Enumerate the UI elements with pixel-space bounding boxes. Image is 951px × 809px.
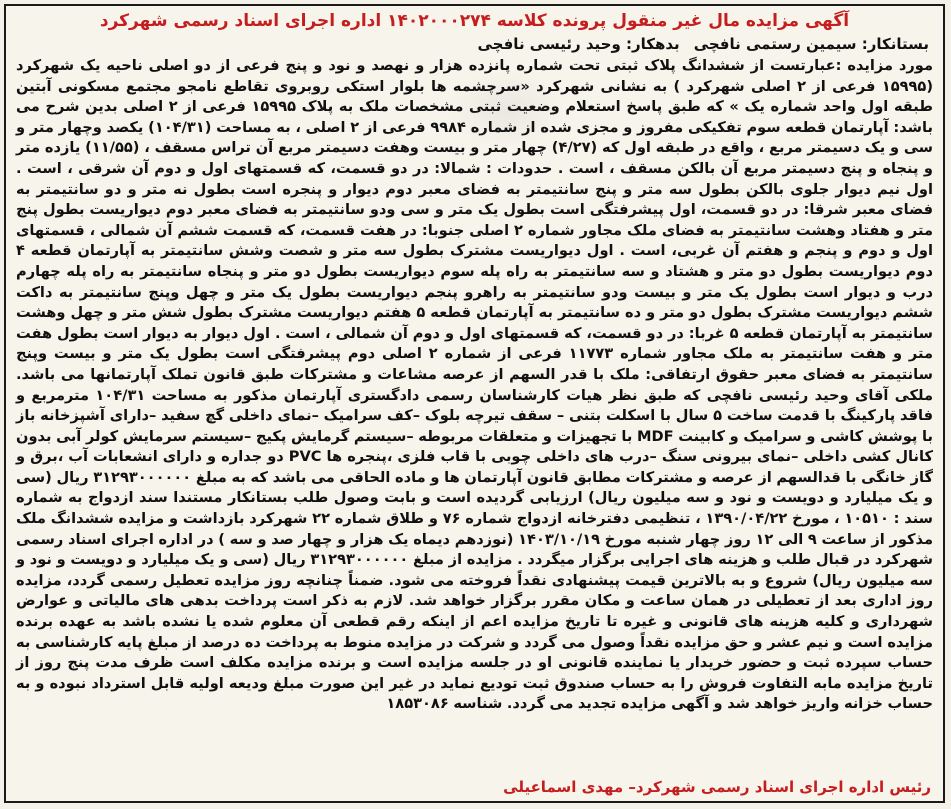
debtor-label: بدهکار: وحید رئیسی نافچی	[477, 35, 680, 53]
notice-frame	[4, 4, 945, 803]
parties-line	[20, 34, 929, 54]
parties-spacer	[20, 34, 464, 54]
creditor-label: بستانکار: سیمین رستمی نافچی	[693, 35, 929, 53]
notice-body: مورد مزایده :عبارتست از ششدانگ پلاک ثبتی تحت شماره پانزده هزار و نهصد و نود و پنج فرعی از دو اصلی ناحیه یک شهرکرد (۱۵۹۹۵ فرعی از ۲ اصلی شهرکرد ) به نشانی شهرکرد «سرچشمه ها بلوار استکی روبروی تقاطع نامجو مجتمع مسکونی آبتین طبقه اول واحد شماره یک » که طبق پاسخ استعلام وضعیت ثبتی مشخصات ملک به پلاک ۱۵۹۹۵ فرعی از ۲ اصلی بدین شرح می باشد: آپارتمان قطعه سوم تفکیکی مفروز و مجزی شده از شماره ۹۹۸۴ فرعی از ۲ اصلی ، به مساحت (۱۰۴/۳۱) یکصد وچهار متر و سی و یک دسیمتر مربع ، واقع در طبقه اول که (۴/۲۷) چهار متر و بیست وهفت دسیمتر مربع آن تراس مسقف ، (۱۱/۵۵) یازده متر و پنجاه و پنج دسیمتر مربع آن بالکن مسقف ، است . حدودات : شمالا: در دو قسمت، که قسمتهای اول و دوم آن شرقی ، است . اول نیم دیوار جلوی بالکن بطول سه متر و پنج سانتیمتر به فضای معبر دوم دیوار و پنجره است بطول نه متر و دو سانتیمتر به فضای معبر شرقا: در دو قسمت، اول پیشرفتگی است بطول یک متر و سی ودو سانتیمتر به فضای معبر دوم دیواریست بطول پنج متر و هفتاد وهشت سانتیمتر به فضای ملک مجاور شماره ۲ اصلی جنوبا: در هفت قسمت، که قسمت ششم آن شمالی ، قسمتهای اول و دوم و پنجم و هفتم آن غربی، است . اول دیواریست مشترک بطول سه متر و شصت وشش سانتیمتر به آپارتمان قطعه ۴ دوم دیواریست بطول دو متر و هشتاد و سه سانتیمتر به راه پله سوم دیواریست بطول دو متر و پنجاه سانتیمتر به راه پله چهارم درب و دیوار است بطول یک متر و بیست ودو سانتیمتر به راهرو پنجم دیواریست بطول یک متر و چهل وپنج سانتیمتر به داکت ششم دیواریست مشترک بطول دو متر و ده سانتیمتر به آپارتمان قطعه ۵ هفتم دیواریست مشترک بطول شش متر و چهل وهشت سانتیمتر به آپارتمان قطعه ۵ غربا: در دو قسمت، که قسمتهای اول و دوم آن شمالی ، است . اول دیوار به دیوار است بطول هفت متر و هفت سانتیمتر به ملک مجاور شماره ۱۱۷۷۳ فرعی از شماره ۲ اصلی دوم پیشرفتگی است بطول یک متر و بیست وپنج سانتیمتر به فضای معبر حقوق ارتفاقی: ملک با قدر السهم از عرصه مشاعات و مشترکات طبق قانون تملک آپارتمانها می باشد. ملکی آقای وحید رئیسی نافچی که طبق نظر هیات کارشناسان رسمی دادگستری آپارتمان مذکور به مساحت ۱۰۴/۳۱ مترمربع و فاقد پارکینگ با قدمت ساخت ۵ سال با اسکلت بتنی – سقف تیرچه بلوک –کف سرامیک –نمای داخلی گچ سفید –دارای آشپزخانه باز با پوشش کاشی و سرامیک و کابینت MDF با تجهیزات و متعلقات مربوطه –سیستم گرمایش پکیج –سیستم سرمایش کولر آبی بدون کانال کشی داخلی –نمای بیرونی سنگ –درب های داخلی چوبی با قاب فلزی ،پنجره ها PVC دو جداره و دارای انشعابات آب ،برق و گاز خانگی با قدالسهم از عرصه و مشترکات مطابق قانون آپارتمان ها و ماده الحاقی می باشد که به مبلغ ۳۱۲۹۳۰۰۰۰۰۰ ریال (سی و یک میلیارد و دویست و نود و سه میلیون ریال) ارزیابی گردیده است و بابت وصول طلب بستانکار مستندا سند ازدواج به شماره سند : ۱۰۵۱۰ ، مورخ ۱۳۹۰/۰۴/۲۲ ، تنظیمی دفترخانه ازدواج شماره ۷۶ و طلاق شماره ۲۲ شهرکرد بازداشت و مزایده ششدانگ ملک مذکور از ساعت ۹ الی ۱۲ روز چهار شنبه مورخ ۱۴۰۳/۱۰/۱۹ (نوزدهم دیماه یک هزار و چهار صد و سه ) در اداره اجرای اسناد رسمی شهرکرد در قبال طلب و هزینه های اجرایی برگزار میگردد . مزایده از مبلغ ۳۱۲۹۳۰۰۰۰۰۰ ریال (سی و یک میلیارد و دویست و نود و سه میلیون ریال) شروع و به بالاترین قیمت پیشنهادی نقداً فروخته می شود. ضمناً چنانچه روز مزایده تعطیل رسمی گردد، مزایده روز اداری بعد از تعطیلی در همان ساعت و مکان مقرر برگزار خواهد شد. لازم به ذکر است پرداخت بدهی های مالیاتی و عوارض شهرداری و کلیه هزینه های قانونی و غیره تا تاریخ مزایده اعم از اینکه رقم قطعی آن معلوم شده یا نشده باشد به عهده برنده مزایده است و نیم عشر و حق مزایده نقداً وصول می گردد و شرکت در مزایده منوط به پرداخت ده درصد از مبلغ پایه کارشناسی به حساب سپرده ثبت و حضور خریدار یا نماینده قانونی او در جلسه مزایده است و برنده مزایده مکلف است ظرف مدت پنج روز از تاریخ مزایده مابه التفاوت فروش را به حساب صندوق ثبت تودیع نماید در غیر این صورت مبلغ ودیعه اولیه قابل استرداد نبوده و به حساب خزانه واریز خواهد شد و آگهی مزایده تجدید می گردد. شناسه ۱۸۵۳۰۸۶	[16, 57, 934, 713]
notice-title: آگهی مزایده مال غیر منقول پرونده کلاسه ۱۴۰۲۰۰۰۲۷۴ اداره اجرای اسناد رسمی شهرکرد	[99, 11, 850, 31]
faded-stamp	[446, 70, 566, 150]
signature: رئیس اداره اجرای اسناد رسمی شهرکرد– مهدی اسماعیلی	[503, 778, 931, 796]
